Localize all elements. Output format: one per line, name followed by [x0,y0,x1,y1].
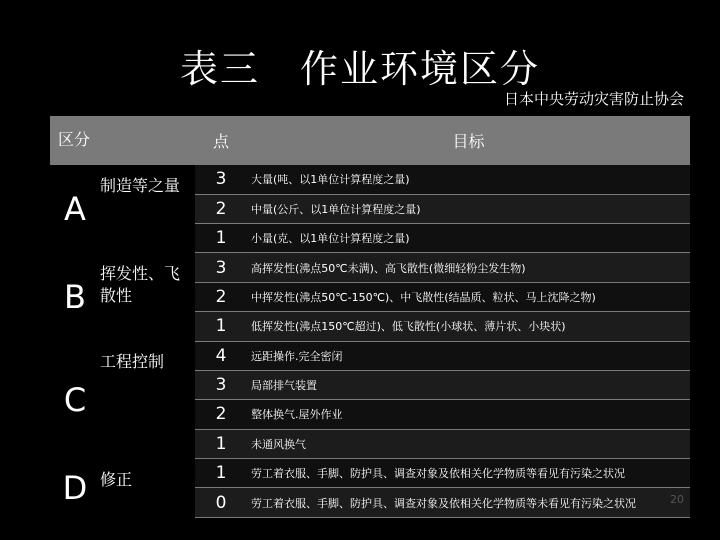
slide-title: 表三 作业环境区分 [179,47,540,91]
point-cell: 2 [195,194,247,223]
header-category: 区分 [50,116,100,165]
category-label: 工程控制 [100,352,165,371]
table-header-row [50,116,690,165]
point-cell: 3 [195,370,247,399]
goal-cell: 整体换气.屋外作业 [247,400,690,429]
point-cell: 0 [195,488,247,518]
point-cell: 1 [195,459,247,488]
environment-classification-table [50,116,690,518]
page-number: 20 [670,493,684,506]
goal-cell: 低挥发性(沸点150℃超过)、低飞散性(小球状、薄片状、小块状) [247,312,690,341]
category-letter: D [62,469,88,508]
header-goal: 目标 [247,116,690,165]
goal-cell: 大量(吨、以1单位计算程度之量) [247,165,690,194]
table-row [50,341,690,370]
point-cell: 3 [195,253,247,282]
point-cell: 3 [195,165,247,194]
category-label: 挥发性、飞散性 [100,263,181,305]
goal-cell: 中挥发性(沸点50℃-150℃)、中飞散性(结晶质、粒状、马上沈降之物) [247,282,690,311]
category-letter: C [63,380,87,419]
category-letter: B [64,277,86,316]
header-points: 点 [195,116,247,165]
point-cell: 1 [195,223,247,252]
point-cell: 1 [195,312,247,341]
category-label: 制造等之量 [100,175,181,195]
goal-cell: 小量(克、以1单位计算程度之量) [247,223,690,252]
goal-cell: 劳工着衣服、手脚、防护具、调查对象及依相关化学物质等未看见有污染之状况 [247,488,690,518]
category-label: 修正 [100,469,133,489]
slide-subtitle: 日本中央劳动灾害防止协会 [503,90,684,108]
header-blank [100,116,195,165]
point-cell: 4 [195,341,247,370]
category-letter: A [64,189,86,228]
table-row [50,253,690,282]
goal-cell: 未通风换气 [247,429,690,458]
goal-cell: 劳工着衣服、手脚、防护具、调查对象及依相关化学物质等看见有污染之状况 [247,459,690,488]
goal-cell: 远距操作.完全密闭 [247,341,690,370]
point-cell: 2 [195,400,247,429]
table-row [50,459,690,488]
goal-cell: 局部排气装置 [247,370,690,399]
goal-cell: 中量(公斤、以1单位计算程度之量) [247,194,690,223]
point-cell: 2 [195,282,247,311]
table-row [50,165,690,194]
point-cell: 1 [195,429,247,458]
goal-cell: 高挥发性(沸点50℃未满)、高飞散性(微细轻粉尘发生物) [247,253,690,282]
